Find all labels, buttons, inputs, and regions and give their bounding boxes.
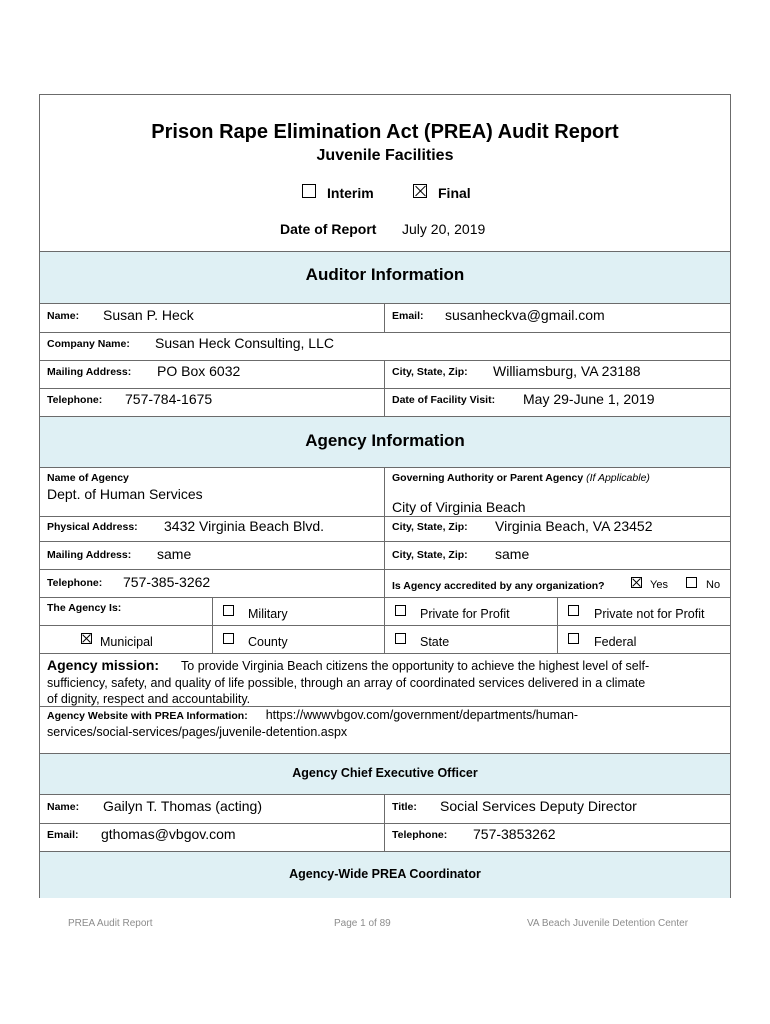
ceo-title-label: Title:	[392, 801, 417, 813]
agency-section-title: Agency Information	[305, 431, 465, 450]
agency-phone-label: Telephone:	[47, 577, 103, 589]
municipal-checkbox[interactable]	[81, 633, 92, 644]
date-of-report-label: Date of Report	[280, 221, 377, 237]
agency-phone-value[interactable]: 757-385-3262	[123, 574, 211, 590]
interim-checkbox[interactable]	[302, 184, 316, 198]
website-url-line2[interactable]: services/social-services/pages/juvenile-detention.aspx	[47, 725, 348, 739]
company-name-value[interactable]: Susan Heck Consulting, LLC	[155, 335, 334, 351]
agency-mailing-label: Mailing Address:	[47, 549, 132, 561]
private-for-profit-checkbox[interactable]	[395, 605, 406, 616]
facility-visit-value[interactable]: May 29-June 1, 2019	[523, 391, 655, 407]
auditor-city-value[interactable]: Williamsburg, VA 23188	[493, 363, 641, 379]
company-name-label: Company Name:	[47, 338, 130, 350]
federal-label: Federal	[594, 635, 637, 649]
report-title: Prison Rape Elimination Act (PREA) Audit Report	[151, 121, 619, 143]
private-not-for-profit-checkbox[interactable]	[568, 605, 579, 616]
accredited-no-label: No	[706, 579, 721, 591]
mission-text-line2: sufficiency, safety, and quality of life possible, through an array of coordinated services delivered in a climate	[47, 675, 646, 690]
audit-report-form	[39, 94, 731, 898]
physical-address-value[interactable]: 3432 Virginia Beach Blvd.	[164, 518, 325, 534]
website-url-line1[interactable]: https://wwwvbgov.com/government/departments/human-	[265, 708, 579, 722]
accredited-yes-label: Yes	[650, 579, 668, 591]
ceo-email-value[interactable]: gthomas@vbgov.com	[101, 826, 236, 842]
county-label: County	[248, 635, 288, 649]
ceo-phone-label: Telephone:	[392, 829, 448, 841]
accredited-no-checkbox[interactable]	[686, 577, 697, 588]
physical-city-label: City, State, Zip:	[392, 521, 468, 533]
agency-is-label: The Agency Is:	[47, 602, 122, 614]
auditor-city-label: City, State, Zip:	[392, 366, 468, 378]
auditor-section-title: Auditor Information	[305, 265, 465, 284]
auditor-section-header	[40, 251, 730, 304]
mission-label: Agency mission:	[47, 657, 160, 673]
mailing-city-label: City, State, Zip:	[392, 549, 468, 561]
auditor-email-value[interactable]: susanheckva@gmail.com	[445, 307, 605, 323]
municipal-label: Municipal	[100, 635, 153, 649]
interim-label: Interim	[327, 185, 374, 201]
agency-website	[47, 707, 727, 740]
state-label: State	[420, 635, 450, 649]
footer-page-number: Page 1 of 89	[334, 918, 391, 929]
website-label: Agency Website with PREA Information:	[47, 710, 248, 722]
auditor-phone-label: Telephone:	[47, 394, 103, 406]
ceo-name-label: Name:	[47, 801, 80, 813]
coordinator-section-title: Agency-Wide PREA Coordinator	[289, 867, 481, 881]
footer-left: PREA Audit Report	[68, 918, 153, 929]
governing-authority-note: (If Applicable)	[586, 472, 650, 484]
auditor-phone-value[interactable]: 757-784-1675	[125, 391, 213, 407]
governing-authority-label: Governing Authority or Parent Agency	[392, 472, 584, 484]
auditor-name-label: Name:	[47, 310, 80, 322]
ceo-title-value[interactable]: Social Services Deputy Director	[440, 798, 637, 814]
ceo-phone-value[interactable]: 757-3853262	[473, 826, 556, 842]
agency-name-value[interactable]: Dept. of Human Services	[47, 486, 203, 502]
mission-text-line3: of dignity, respect and accountability.	[47, 692, 251, 706]
military-label: Military	[248, 607, 288, 621]
agency-mailing-value[interactable]: same	[157, 546, 192, 562]
governing-authority-value[interactable]: City of Virginia Beach	[392, 499, 526, 515]
federal-checkbox[interactable]	[568, 633, 579, 644]
private-for-profit-label: Private for Profit	[420, 607, 510, 621]
footer-right: VA Beach Juvenile Detention Center	[527, 918, 689, 929]
military-checkbox[interactable]	[223, 605, 234, 616]
coordinator-section-header	[40, 851, 730, 898]
ceo-name-value[interactable]: Gailyn T. Thomas (acting)	[103, 798, 262, 814]
auditor-mailing-label: Mailing Address:	[47, 366, 132, 378]
agency-mission	[47, 657, 727, 708]
report-subtitle: Juvenile Facilities	[316, 147, 454, 164]
final-label: Final	[438, 185, 471, 201]
ceo-section-title: Agency Chief Executive Officer	[292, 766, 478, 780]
physical-address-label: Physical Address:	[47, 521, 138, 533]
facility-visit-label: Date of Facility Visit:	[392, 394, 496, 406]
accredited-yes-checkbox[interactable]	[631, 577, 642, 588]
ceo-email-label: Email:	[47, 829, 79, 841]
county-checkbox[interactable]	[223, 633, 234, 644]
auditor-email-label: Email:	[392, 310, 424, 322]
date-of-report-value[interactable]: July 20, 2019	[402, 221, 486, 237]
mailing-city-value[interactable]: same	[495, 546, 530, 562]
auditor-mailing-value[interactable]: PO Box 6032	[157, 363, 241, 379]
state-checkbox[interactable]	[395, 633, 406, 644]
physical-city-value[interactable]: Virginia Beach, VA 23452	[495, 518, 653, 534]
accredited-question: Is Agency accredited by any organization?	[392, 580, 605, 592]
governing-authority-label-group	[392, 472, 650, 484]
ceo-section-header	[40, 753, 730, 795]
agency-section-header	[40, 416, 730, 468]
auditor-name-value[interactable]: Susan P. Heck	[103, 307, 194, 323]
mission-text-line1: To provide Virginia Beach citizens the opportunity to achieve the highest level of self-	[181, 659, 650, 673]
agency-name-label: Name of Agency	[47, 472, 129, 484]
private-not-for-profit-label: Private not for Profit	[594, 607, 705, 621]
final-checkbox[interactable]	[413, 184, 427, 198]
